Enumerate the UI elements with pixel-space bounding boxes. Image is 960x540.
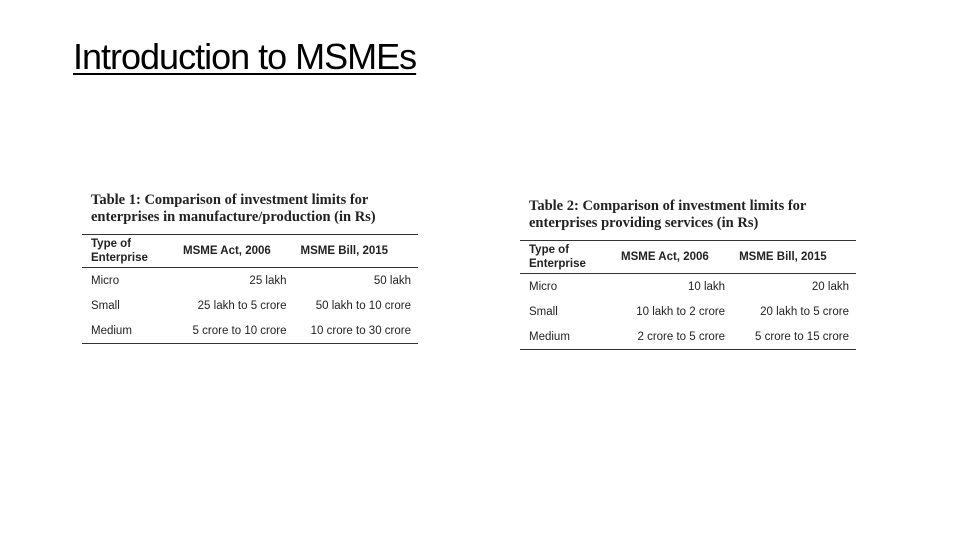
- header-type-line-1: Type of: [529, 244, 570, 256]
- header-type-of-enterprise: [520, 241, 614, 274]
- cell-type: Small: [91, 299, 120, 312]
- table-row: [82, 318, 418, 344]
- caption-line-1: Table 2: Comparison of investment limits for: [529, 198, 807, 214]
- slide-title: Introduction to MSMEs: [73, 36, 417, 77]
- cell-type: Micro: [91, 274, 120, 287]
- cell-type: Medium: [82, 318, 176, 344]
- cell-act: 25 lakh to 5 crore: [197, 299, 287, 312]
- caption-line-1: Table 1: Comparison of investment limits for: [91, 192, 369, 208]
- table-manufacturing: [82, 192, 418, 344]
- cell-type: Small: [529, 305, 558, 318]
- table-row: [520, 299, 856, 324]
- cell-bill: 5 crore to 15 crore: [732, 324, 856, 350]
- table-header-row: [520, 241, 856, 274]
- header-type-line-1: Type of: [91, 238, 132, 250]
- header-type-of-enterprise: [82, 235, 176, 268]
- caption-line-2: enterprises in manufacture/production (in Rs): [91, 209, 376, 225]
- header-type-line-2: Enterprise: [529, 258, 586, 270]
- table-caption: [82, 192, 418, 226]
- cell-type: Micro: [529, 280, 558, 293]
- table-header-row: [82, 235, 418, 268]
- cell-act: 5 crore to 10 crore: [176, 318, 294, 344]
- cell-bill: 20 lakh to 5 crore: [760, 305, 849, 318]
- table-services: [520, 198, 856, 350]
- investment-limits-table: [82, 234, 418, 344]
- table-row: [520, 274, 856, 300]
- cell-act: 10 lakh: [687, 280, 726, 293]
- cell-bill: 20 lakh: [811, 280, 849, 293]
- table-row: [82, 293, 418, 318]
- cell-type: Medium: [520, 324, 614, 350]
- cell-act: 10 lakh to 2 crore: [636, 305, 726, 318]
- table-row: [520, 324, 856, 350]
- header-msme-act-2006: MSME Act, 2006: [176, 235, 294, 268]
- cell-bill: 50 lakh: [373, 274, 411, 287]
- cell-act: 2 crore to 5 crore: [614, 324, 732, 350]
- header-type-line-2: Enterprise: [91, 252, 148, 264]
- caption-line-2: enterprises providing services (in Rs): [529, 215, 759, 231]
- cell-bill: 50 lakh to 10 crore: [315, 299, 411, 312]
- table-row: [82, 268, 418, 294]
- header-msme-bill-2015: MSME Bill, 2015: [294, 235, 418, 268]
- table-caption: [520, 198, 856, 232]
- investment-limits-table: [520, 240, 856, 350]
- header-msme-act-2006: MSME Act, 2006: [614, 241, 732, 274]
- cell-bill: 10 crore to 30 crore: [294, 318, 418, 344]
- cell-act: 25 lakh: [249, 274, 287, 287]
- header-msme-bill-2015: MSME Bill, 2015: [732, 241, 856, 274]
